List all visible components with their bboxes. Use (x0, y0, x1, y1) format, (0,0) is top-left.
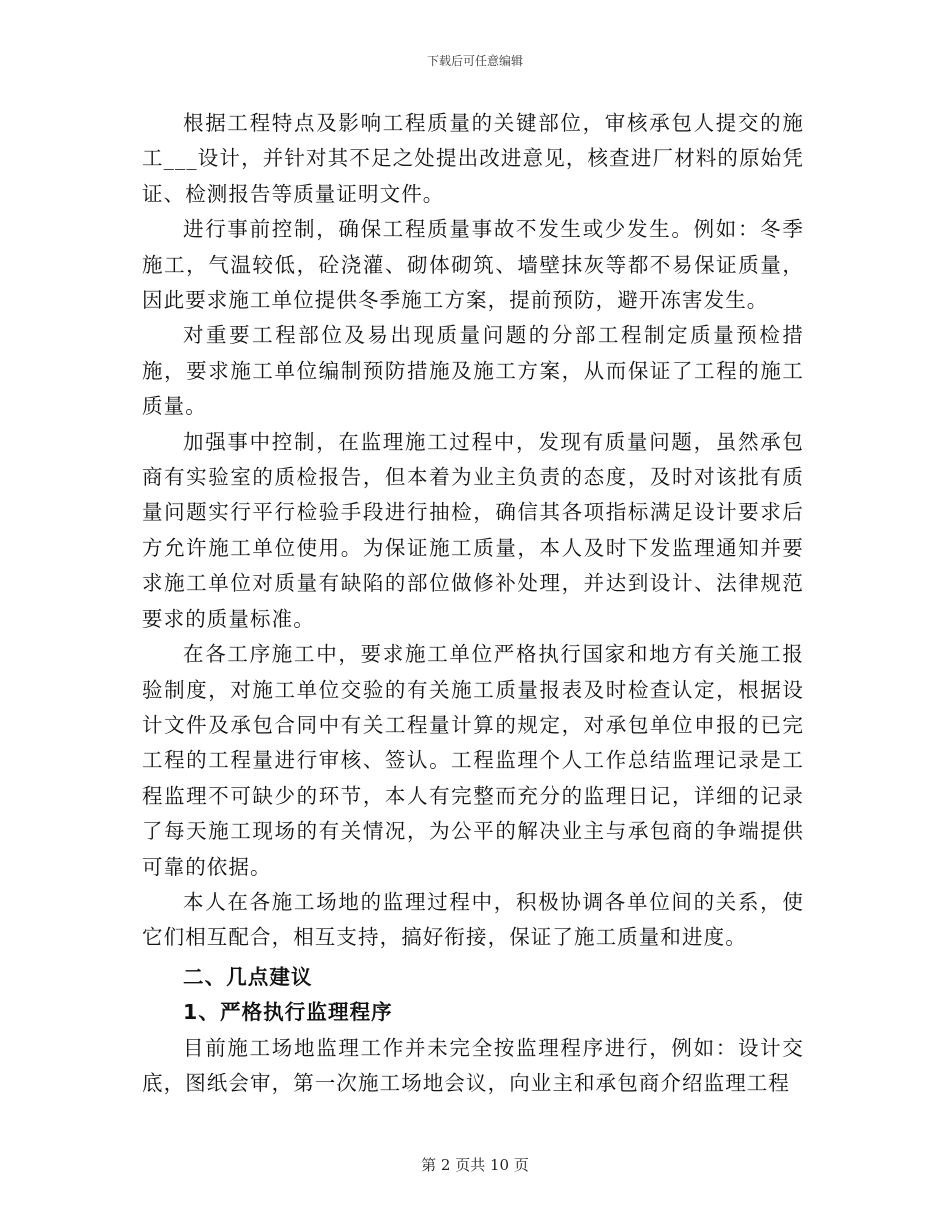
page-header: 下载后可任意编辑 (426, 54, 523, 68)
paragraph-in-process-control: 加强事中控制，在监理施工过程中，发现有质量问题，虽然承包商有实验室的质检报告，但本着为业主负责的态度，及时对该批有质量问题实行平行检验手段进行抽检，确信其各项指标满足设计要求后方允许施工单位使用。为保证施工质量，本人及时下发监理通知并要求施工单位对质量有缺陷的部位做修补处理，并达到设计、法律规范要求的质量标准。 (142, 429, 804, 631)
paragraph-procedure: 目前施工场地监理工作并未完全按监理程序进行，例如：设计交底，图纸会审，第一次施工场地会议，向业主和承包商介绍监理工程 (142, 1035, 804, 1095)
paragraph-precheck-measures: 对重要工程部位及易出现质量问题的分部工程制定质量预检措施，要求施工单位编制预防措施及施工方案，从而保证了工程的施工质量。 (142, 323, 804, 419)
document-body (142, 106, 804, 1101)
paragraph-inspection-procedure: 在各工序施工中，要求施工单位严格执行国家和地方有关施工报验制度，对施工单位交验的有关施工质量报表及时检查认定，根据设计文件及承包合同中有关工程量计算的规定，对承包单位申报的已完工程的工程量进行审核、签认。工程监理个人工作总结监理记录是工程监理不可缺少的环节，本人有完整而充分的监理日记，详细的记录了每天施工现场的有关情况，为公平的解决业主与承包商的争端提供可靠的依据。 (142, 642, 804, 879)
page-number: 第 2 页共 10 页 (421, 1156, 529, 1174)
section-heading: 二、几点建议 (183, 964, 313, 989)
subsection-heading: 1、严格执行监理程序 (183, 1000, 393, 1025)
paragraph-review-design: 根据工程特点及影响工程质量的关键部位，审核承包人提交的施工___设计，并针对其不足之处提出改进意见，核查进厂材料的原始凭证、检测报告等质量证明文件。 (142, 111, 804, 206)
paragraph-pre-control: 进行事前控制，确保工程质量事故不发生或少发生。例如：冬季施工，气温较低，砼浇灌、砌体砌筑、墙壁抹灰等都不易保证质量，因此要求施工单位提供冬季施工方案，提前预防，避开冻害发生。 (142, 217, 804, 313)
paragraph-coordination: 本人在各施工场地的监理过程中，积极协调各单位间的关系，使它们相互配合，相互支持，搞好衔接，保证了施工质量和进度。 (142, 889, 804, 950)
